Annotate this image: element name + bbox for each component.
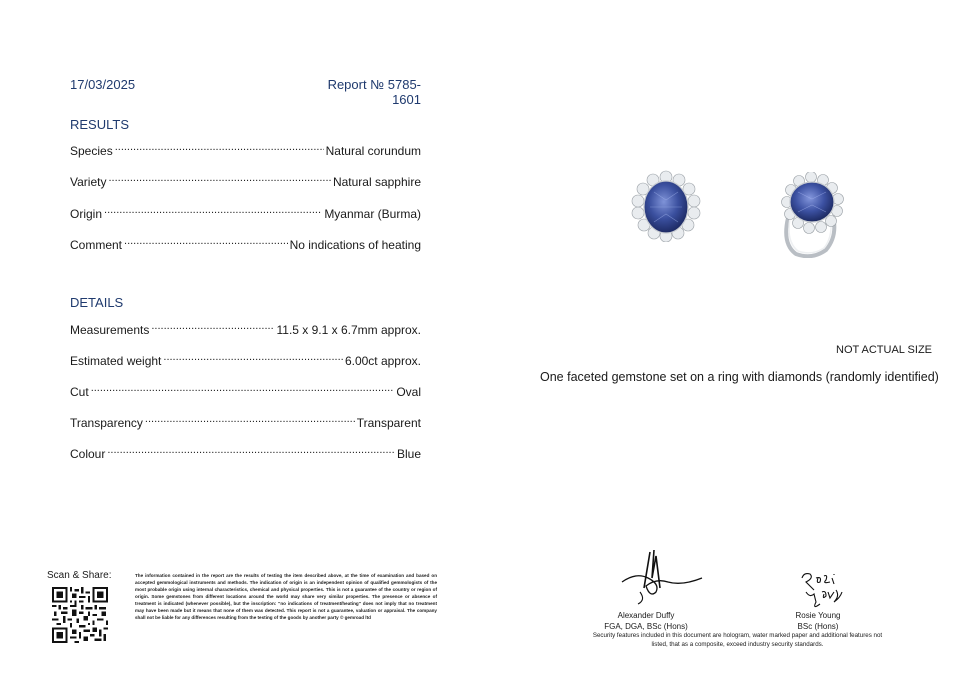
signatory-2-credentials: BSc (Hons) <box>797 622 839 631</box>
row-value: Blue <box>396 447 421 461</box>
row-label: Measurements <box>70 323 150 337</box>
signatory-2-name: Rosie Young <box>795 611 841 620</box>
detail-row-cut <box>70 382 421 398</box>
not-actual-size-note: NOT ACTUAL SIZE <box>836 344 932 356</box>
result-row-origin <box>70 204 421 220</box>
row-label: Transparency <box>70 416 143 430</box>
item-description: One faceted gemstone set on a ring with diamonds (randomly identified) <box>540 370 939 384</box>
row-value: No indications of heating <box>289 238 421 252</box>
row-label: Species <box>70 144 113 158</box>
row-value: Natural corundum <box>325 144 421 158</box>
row-label: Origin <box>70 207 103 221</box>
signature-rosie-young <box>796 568 848 612</box>
row-value: Natural sapphire <box>332 175 421 189</box>
details-title: DETAILS <box>70 295 124 310</box>
row-label: Comment <box>70 238 123 252</box>
row-label: Cut <box>70 385 89 399</box>
detail-row-transparency <box>70 413 421 429</box>
scan-share-label: Scan & Share: <box>47 570 112 581</box>
detail-row-colour <box>70 444 421 460</box>
signature-alexander-duffy <box>616 548 706 610</box>
signatory-1-name: Alexander Duffy <box>617 611 675 620</box>
row-label: Variety <box>70 175 107 189</box>
report-number: Report № 5785-1601 <box>327 77 421 107</box>
row-value: Oval <box>396 385 421 399</box>
row-label: Estimated weight <box>70 354 162 368</box>
row-value: 11.5 x 9.1 x 6.7mm approx. <box>276 323 421 337</box>
results-title: RESULTS <box>70 117 129 132</box>
result-row-comment <box>70 235 421 251</box>
detail-row-weight <box>70 351 421 367</box>
row-value: Transparent <box>356 416 421 430</box>
ring-top-view-image <box>628 170 704 242</box>
qr-code-icon[interactable] <box>52 587 108 643</box>
result-row-species <box>70 141 421 157</box>
row-label: Colour <box>70 447 106 461</box>
result-row-variety <box>70 172 421 188</box>
row-value: 6.00ct approx. <box>344 354 421 368</box>
row-value: Myanmar (Burma) <box>324 207 421 221</box>
ring-side-view-image <box>778 172 848 258</box>
signatory-1-credentials: FGA, DGA, BSc (Hons) <box>604 622 688 631</box>
security-features-note: Security features included in this document are hologram, water marked paper and additional features not listed, that as a composite, exceed industry security standards. <box>592 632 883 648</box>
legal-disclaimer: The information contained in the report are the results of testing the item described above, at the time of examination and based on accepted gemmological instruments and methods. The indication of origin is an independent opinion of qualified gemmologists of the most probable origin using internal characteristics, chemical and physical properties. This is not a guarantee of the country or region of origin. Some gemstones from different locations around the world may share very similar properties. The presence or absence of treatment is indicated (whenever possible), but the inscription: "no indications of treatment/heating" does not imply that no treatment may have been made but it means that none of them was detected. This report is not a guarantee, valuation or appraisal. The company shall not be liable for any differences resulting from the testing of the goods by another party © gemroad ltd <box>135 573 437 620</box>
detail-row-measurements <box>70 320 421 336</box>
report-date: 17/03/2025 <box>70 77 136 92</box>
